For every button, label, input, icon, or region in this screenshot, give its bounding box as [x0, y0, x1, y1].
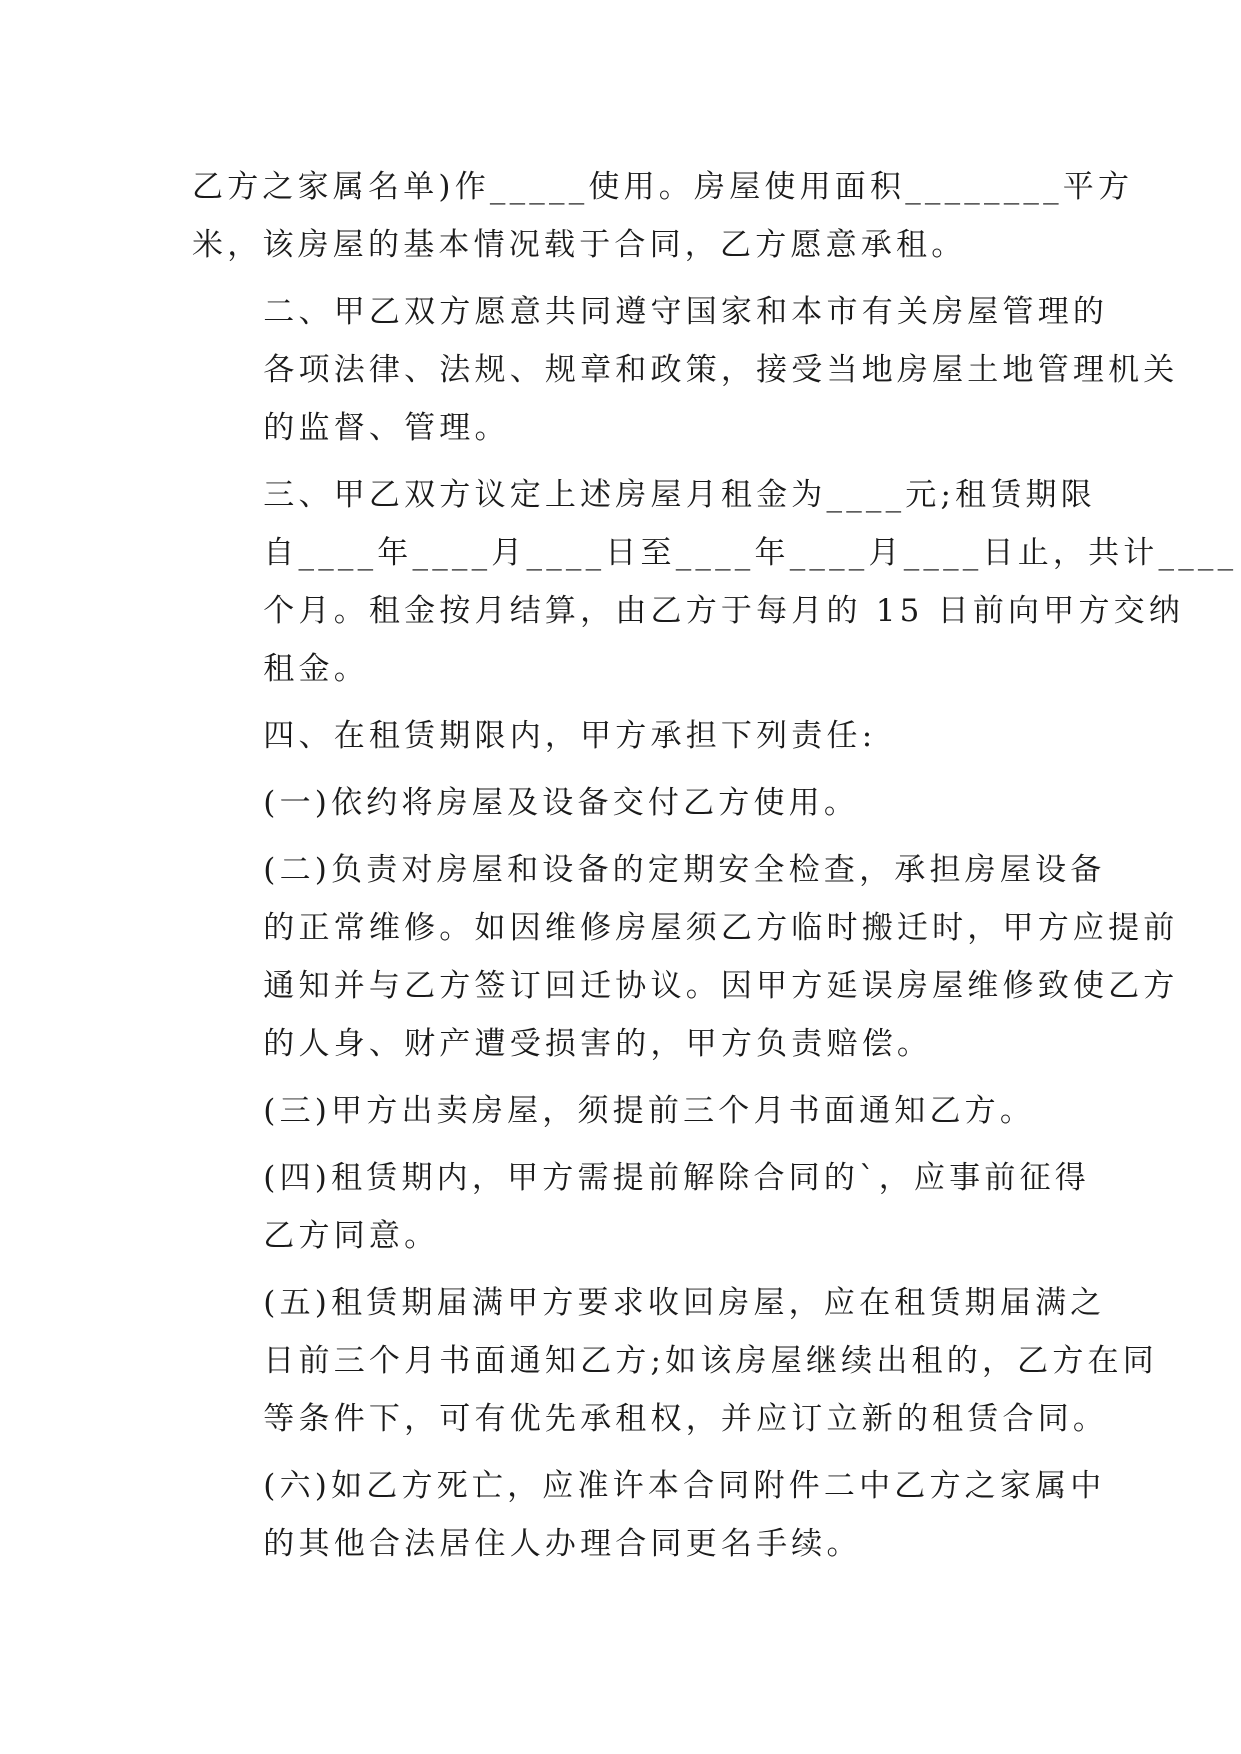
- paragraph-item-5: [192, 1274, 1158, 1448]
- text-line: 自____年____月____日至____年____月____日止，共计____: [263, 535, 1238, 571]
- text-line: 通知并与乙方签订回迁协议。因甲方延误房屋维修致使乙方: [263, 968, 1179, 1004]
- paragraph-item-2: [192, 841, 1179, 1073]
- text-line: 乙方同意。: [263, 1218, 440, 1254]
- text-line: 租金。: [263, 651, 369, 687]
- paragraph-item-4: [192, 1149, 1090, 1265]
- paragraph-continuation: [192, 158, 1134, 274]
- text-line: (三)甲方出卖房屋，须提前三个月书面通知乙方。: [263, 1093, 1036, 1129]
- text-line: 的其他合法居住人办理合同更名手续。: [263, 1526, 862, 1562]
- text-line: 个月。租金按月结算，由乙方于每月的 15 日前向甲方交纳: [263, 593, 1185, 629]
- text-line: (二)负责对房屋和设备的定期安全检查，承担房屋设备: [263, 852, 1106, 888]
- text-line: 二、甲乙双方愿意共同遵守国家和本市有关房屋管理的: [263, 294, 1109, 330]
- document-body: [192, 158, 1238, 1582]
- text-line: (一)依约将房屋及设备交付乙方使用。: [263, 785, 860, 821]
- text-line: 乙方之家属名单)作_____使用。房屋使用面积________平方: [192, 169, 1134, 205]
- paragraph-item-3: [192, 1082, 1050, 1140]
- paragraph-item-6: [192, 1457, 1106, 1573]
- text-line: 米，该房屋的基本情况载于合同，乙方愿意承租。: [192, 227, 967, 263]
- paragraph-clause-2: [192, 283, 1179, 457]
- paragraph-clause-4: [192, 707, 1050, 765]
- text-line: 的监督、管理。: [263, 410, 510, 446]
- text-line: 等条件下，可有优先承租权，并应订立新的租赁合同。: [263, 1401, 1109, 1437]
- text-line: (四)租赁期内，甲方需提前解除合同的`，应事前征得: [263, 1160, 1090, 1196]
- text-line: (六)如乙方死亡，应准许本合同附件二中乙方之家属中: [263, 1468, 1106, 1504]
- text-line: 的正常维修。如因维修房屋须乙方临时搬迁时，甲方应提前: [263, 910, 1179, 946]
- text-line: 日前三个月书面通知乙方;如该房屋继续出租的，乙方在同: [263, 1343, 1158, 1379]
- text-line: 各项法律、法规、规章和政策，接受当地房屋土地管理机关: [263, 352, 1179, 388]
- paragraph-clause-3: [192, 466, 1238, 698]
- paragraph-item-1: [192, 774, 1050, 832]
- text-line: 四、在租赁期限内，甲方承担下列责任:: [263, 718, 877, 754]
- text-line: 的人身、财产遭受损害的，甲方负责赔偿。: [263, 1026, 933, 1062]
- text-line: 三、甲乙双方议定上述房屋月租金为____元;租赁期限: [263, 477, 1096, 513]
- text-line: (五)租赁期届满甲方要求收回房屋，应在租赁期届满之: [263, 1285, 1106, 1321]
